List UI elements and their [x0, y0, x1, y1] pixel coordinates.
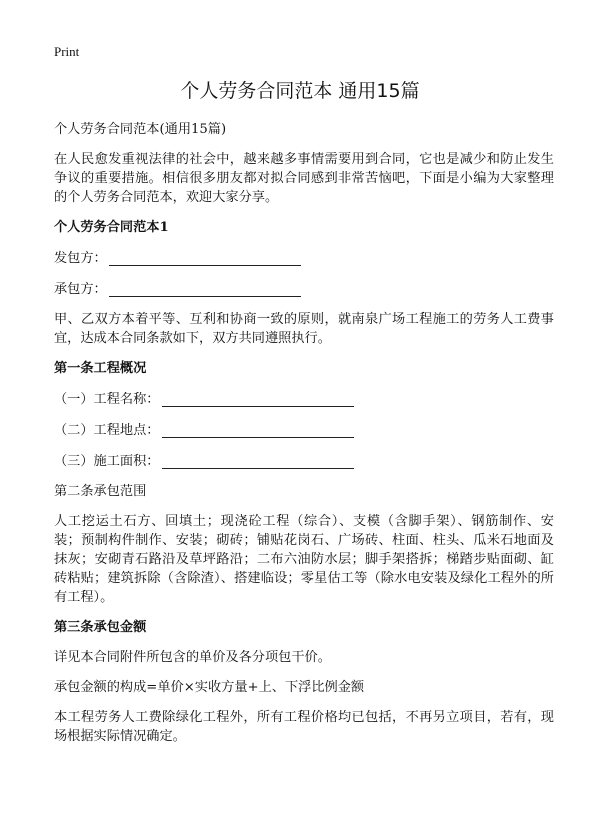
project-location-label: （二）工程地点：: [54, 423, 160, 438]
project-name-label: （一）工程名称：: [54, 392, 160, 407]
document-subtitle: 个人劳务合同范本(通用15篇): [54, 122, 227, 137]
party-b-label: 承包方：: [54, 282, 107, 297]
party-b-field: [54, 279, 554, 299]
article3-paragraph-3: 本工程劳务人工费除绿化工程外，所有工程价格均已包括，不再另立项目，若有，现场根据实际情况确定。: [54, 710, 554, 744]
party-a-label: 发包方：: [54, 251, 107, 266]
document-body: [54, 120, 554, 757]
article2-paragraph: 人工挖运土石方、回填土；现浇砼工程（综合）、支模（含脚手架）、钢筋制作、安装；预制构件制作、安装；砌砖；铺贴花岗石、广场砖、柱面、柱头、瓜米石地面及抹灰；安砌青石路沿及草坪路沿；二布六油防水层；脚手架搭拆；梯踏步贴面砌、缸砖粘贴；建筑拆除（含除渣）、搭建临设；零星估工等（除水电安装及绿化工程外的所有工程）。: [54, 514, 554, 605]
article3-heading: 第三条承包金额: [54, 620, 147, 635]
print-link[interactable]: Print: [54, 44, 80, 59]
project-location-blank-line: [162, 436, 354, 438]
party-b-blank-line: [109, 295, 301, 297]
agreement-paragraph: 甲、乙双方本着平等、互利和协商一致的原则，就南泉广场工程施工的劳务人工费事宜，达成本合同条款如下，双方共同遵照执行。: [54, 312, 554, 346]
project-name-field: [54, 389, 554, 409]
project-name-blank-line: [162, 405, 354, 407]
article1-heading: 第一条工程概况: [54, 361, 147, 376]
party-a-field: [54, 248, 554, 268]
construction-area-blank-line: [162, 467, 354, 469]
construction-area-label: （三）施工面积：: [54, 454, 160, 469]
article2-heading: 第二条承包范围: [54, 484, 147, 499]
page-title: 个人劳务合同范本 通用15篇: [180, 80, 420, 102]
construction-area-field: [54, 451, 554, 471]
party-a-blank-line: [109, 264, 301, 266]
section1-heading: 个人劳务合同范本1: [54, 220, 169, 235]
article3-paragraph-1: 详见本合同附件所包含的单价及各分项包干价。: [54, 650, 331, 665]
project-location-field: [54, 420, 554, 440]
article3-paragraph-2: 承包金额的构成=单价×实收方量+上、下浮比例金额: [54, 680, 365, 695]
intro-paragraph: 在人民愈发重视法律的社会中，越来越多事情需要用到合同，它也是减少和防止发生争议的重要措施。相信很多朋友都对拟合同感到非常苦恼吧，下面是小编为大家整理的个人劳务合同范本，欢迎大家分享。: [54, 152, 554, 205]
